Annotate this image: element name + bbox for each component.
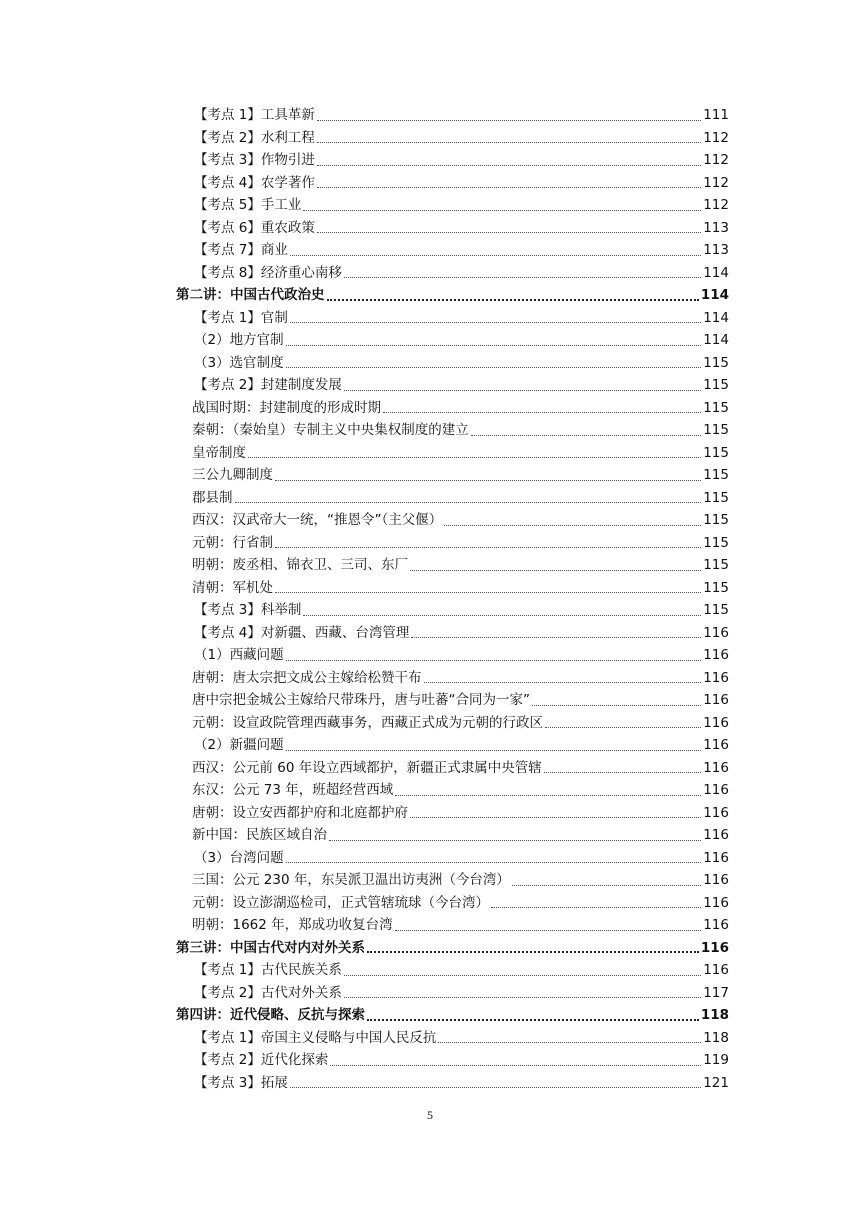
toc-entry-title: 【考点 2】近代化探索 [194, 1052, 329, 1068]
toc-entry-page-number: 116 [703, 782, 729, 798]
dot-leader [317, 186, 701, 188]
dot-leader [410, 816, 701, 818]
toc-entry-page-number: 112 [703, 129, 729, 146]
toc-entry[interactable] [0, 644, 860, 667]
toc-entry[interactable] [0, 689, 860, 712]
toc-entry-page-number: 118 [700, 1007, 729, 1023]
toc-entry-title: 【考点 2】古代对外关系 [194, 984, 342, 1001]
toc-entry[interactable] [0, 217, 860, 240]
toc-entry-page-number: 116 [703, 669, 729, 686]
toc-entry-title: 【考点 3】科举制 [194, 602, 302, 618]
dot-leader [545, 726, 701, 728]
toc-entry[interactable] [0, 1072, 860, 1095]
toc-entry-title: 皇帝制度 [192, 444, 246, 461]
dot-leader [275, 546, 701, 548]
toc-entry-title: 唐朝：唐太宗把文成公主嫁给松赞干布 [192, 669, 422, 686]
dot-leader [344, 389, 701, 391]
toc-entry-title: 【考点 8】经济重心南移 [194, 264, 342, 281]
dot-leader [317, 119, 701, 121]
toc-entry-title: （2）地方官制 [194, 332, 284, 348]
dot-leader [410, 569, 701, 571]
toc-entry[interactable] [0, 397, 860, 420]
dot-leader [395, 794, 701, 796]
dot-leader [275, 479, 701, 481]
toc-entry[interactable] [0, 487, 860, 510]
dot-leader [471, 434, 701, 436]
toc-entry[interactable] [0, 914, 860, 937]
dot-leader [512, 884, 701, 886]
toc-entry[interactable] [0, 532, 860, 555]
toc-entry-title: 元朝：设立澎湖巡检司，正式管辖琉球（今台湾） [192, 894, 489, 911]
toc-entry-title: 第二讲：中国古代政治史 [176, 287, 325, 303]
page-number: 5 [427, 1108, 433, 1122]
toc-entry[interactable] [0, 262, 860, 285]
toc-entry-page-number: 116 [700, 939, 729, 956]
dot-leader [290, 254, 701, 256]
dot-leader [383, 411, 701, 413]
dot-leader [329, 839, 701, 841]
toc-entry-title: （2）新疆问题 [194, 737, 284, 753]
toc-entry-page-number: 115 [703, 489, 729, 506]
toc-entry-title: 秦朝：（秦始皇）专制主义中央集权制度的建立 [192, 422, 469, 438]
toc-entry-page-number: 116 [703, 647, 729, 663]
toc-entry-title: （3）选官制度 [194, 354, 284, 371]
dot-leader [395, 929, 702, 931]
toc-entry[interactable] [0, 239, 860, 262]
toc-entry[interactable] [0, 307, 860, 330]
toc-entry-page-number: 119 [703, 1052, 729, 1068]
toc-entry-page-number: 115 [703, 602, 729, 618]
toc-entry[interactable] [0, 329, 860, 352]
toc-entry[interactable] [0, 869, 860, 892]
toc-entry-title: 【考点 2】封建制度发展 [194, 377, 342, 393]
toc-entry-page-number: 118 [703, 1029, 729, 1046]
toc-entry-title: 第四讲：近代侵略、反抗与探索 [176, 1007, 365, 1023]
toc-entry-page-number: 112 [703, 152, 729, 168]
toc-entry-title: 【考点 5】手工业 [194, 197, 302, 213]
toc-entry[interactable] [0, 352, 860, 375]
toc-entry[interactable] [0, 599, 860, 622]
dot-leader [235, 501, 702, 503]
dot-leader [491, 906, 701, 908]
toc-entry[interactable] [0, 622, 860, 645]
toc-entry-title: 【考点 4】对新疆、西藏、台湾管理 [194, 624, 410, 641]
toc-entry[interactable] [0, 667, 860, 690]
dot-leader [286, 659, 702, 661]
toc-entry-page-number: 113 [703, 242, 729, 258]
dot-leader [544, 771, 701, 773]
dot-leader [290, 321, 701, 323]
toc-entry-title: 西汉：公元前 60 年设立西域都护，新疆正式隶属中央管辖 [192, 759, 542, 776]
toc-entry-page-number: 116 [703, 962, 729, 978]
toc-entry-title: 唐中宗把金城公主嫁给尺带珠丹，唐与吐蕃“合同为一家” [192, 692, 530, 708]
toc-entry[interactable] [0, 959, 860, 982]
dot-leader [286, 749, 702, 751]
toc-entry-title: 【考点 1】古代民族关系 [194, 962, 342, 978]
toc-entry-page-number: 116 [703, 692, 729, 708]
toc-entry[interactable] [0, 1049, 860, 1072]
toc-entry-title: （1）西藏问题 [194, 647, 284, 663]
dot-leader [275, 591, 701, 593]
dot-leader [367, 950, 699, 953]
toc-entry-page-number: 116 [703, 894, 729, 911]
dot-leader [438, 1041, 701, 1043]
toc-entry-page-number: 114 [703, 309, 729, 326]
toc-entry-page-number: 111 [703, 107, 729, 123]
toc-entry[interactable] [0, 554, 860, 577]
toc-entry-page-number: 116 [703, 804, 729, 821]
dot-leader [290, 1086, 701, 1088]
toc-entry-page-number: 115 [703, 512, 729, 528]
toc-entry[interactable] [0, 194, 860, 217]
toc-entry-page-number: 116 [703, 714, 729, 731]
toc-entry[interactable] [0, 419, 860, 442]
toc-chapter-entry[interactable] [0, 284, 860, 307]
toc-entry[interactable] [0, 149, 860, 172]
toc-entry-title: 【考点 1】官制 [194, 309, 288, 326]
toc-entry-title: 【考点 7】商业 [194, 242, 288, 258]
dot-leader [367, 1018, 699, 1021]
toc-entry-title: （3）台湾问题 [194, 849, 284, 866]
toc-entry-page-number: 116 [703, 737, 729, 753]
dot-leader [444, 524, 701, 526]
toc-entry-page-number: 114 [703, 264, 729, 281]
dot-leader [317, 164, 701, 166]
toc-entry[interactable] [0, 172, 860, 195]
toc-entry-title: 【考点 3】拓展 [194, 1074, 288, 1091]
toc-entry-page-number: 115 [703, 534, 729, 551]
toc-entry-title: 元朝：设宣政院管理西藏事务，西藏正式成为元朝的行政区 [192, 714, 543, 731]
toc-entry-page-number: 115 [703, 579, 729, 596]
toc-entry-page-number: 115 [703, 557, 729, 573]
toc-entry-page-number: 116 [703, 624, 729, 641]
toc-entry-page-number: 116 [703, 827, 729, 843]
toc-entry-title: 西汉：汉武帝大一统，“推恩令”（主父偃） [192, 512, 443, 528]
toc-entry-page-number: 117 [703, 984, 729, 1001]
toc-entry-page-number: 115 [703, 444, 729, 461]
dot-leader [344, 996, 701, 998]
toc-entry-title: 【考点 3】作物引进 [194, 152, 315, 168]
dot-leader [286, 366, 702, 368]
toc-entry-title: 东汉：公元 73 年，班超经营西域 [192, 782, 394, 798]
toc-entry[interactable] [0, 892, 860, 915]
dot-leader [424, 681, 702, 683]
toc-entry[interactable] [0, 802, 860, 825]
toc-entry-title: 【考点 6】重农政策 [194, 219, 315, 236]
toc-chapter-entry[interactable] [0, 1004, 860, 1027]
toc-entry-page-number: 116 [703, 917, 729, 933]
toc-entry-page-number: 115 [703, 399, 729, 416]
toc-entry-page-number: 116 [703, 759, 729, 776]
toc-entry[interactable] [0, 712, 860, 735]
toc-entry-title: 【考点 2】水利工程 [194, 129, 315, 146]
toc-entry-title: 战国时期：封建制度的形成时期 [192, 399, 381, 416]
toc-entry-page-number: 116 [703, 872, 729, 888]
dot-leader [327, 298, 699, 301]
toc-entry-title: 新中国：民族区域自治 [192, 827, 327, 843]
toc-entry-title: 清朝：军机处 [192, 579, 273, 596]
dot-leader [317, 141, 701, 143]
toc-entry-title: 明朝：1662 年，郑成功收复台湾 [192, 917, 393, 933]
toc-entry[interactable] [0, 577, 860, 600]
dot-leader [286, 344, 702, 346]
toc-entry[interactable] [0, 509, 860, 532]
toc-entry-title: 三国：公元 230 年，东吴派卫温出访夷洲（今台湾） [192, 872, 510, 888]
toc-entry[interactable] [0, 442, 860, 465]
toc-entry[interactable] [0, 779, 860, 802]
toc-entry-title: 唐朝：设立安西都护府和北庭都护府 [192, 804, 408, 821]
dot-leader [344, 974, 701, 976]
toc-entry-page-number: 113 [703, 219, 729, 236]
toc-entry[interactable] [0, 982, 860, 1005]
toc-entry-page-number: 121 [703, 1074, 729, 1091]
toc-entry[interactable] [0, 847, 860, 870]
toc-entry-page-number: 116 [703, 849, 729, 866]
toc-entry-title: 明朝：废丞相、锦衣卫、三司、东厂 [192, 557, 408, 573]
toc-entry-page-number: 115 [703, 422, 729, 438]
dot-leader [317, 231, 701, 233]
toc-entry[interactable] [0, 104, 860, 127]
dot-leader [286, 861, 702, 863]
toc-entry-title: 【考点 4】农学著作 [194, 174, 315, 191]
toc-entry-title: 【考点 1】帝国主义侵略与中国人民反抗 [194, 1029, 437, 1046]
dot-leader [303, 614, 701, 616]
toc-entry-page-number: 115 [703, 467, 729, 483]
dot-leader [248, 456, 701, 458]
toc-entry-title: 【考点 1】工具革新 [194, 107, 315, 123]
toc-entry[interactable] [0, 374, 860, 397]
toc-entry-title: 元朝：行省制 [192, 534, 273, 551]
toc-entry[interactable] [0, 734, 860, 757]
toc-entry-page-number: 114 [700, 287, 729, 303]
toc-entry-title: 第三讲：中国古代对内对外关系 [176, 939, 365, 956]
toc-entry[interactable] [0, 824, 860, 847]
dot-leader [532, 704, 701, 706]
dot-leader [330, 1064, 701, 1066]
toc-entry[interactable] [0, 1027, 860, 1050]
dot-leader [344, 276, 701, 278]
toc-entry[interactable] [0, 757, 860, 780]
toc-entry[interactable] [0, 127, 860, 150]
dot-leader [303, 209, 701, 211]
toc-chapter-entry[interactable] [0, 937, 860, 960]
toc-entry-title: 三公九卿制度 [192, 467, 273, 483]
toc-entry-page-number: 112 [703, 174, 729, 191]
toc-entry-title: 郡县制 [192, 489, 233, 506]
dot-leader [411, 636, 701, 638]
toc-entry-page-number: 115 [703, 354, 729, 371]
toc-entry-page-number: 114 [703, 332, 729, 348]
toc-entry[interactable] [0, 464, 860, 487]
toc-entry-page-number: 115 [703, 377, 729, 393]
toc-entry-page-number: 112 [703, 197, 729, 213]
table-of-contents [0, 104, 860, 1094]
